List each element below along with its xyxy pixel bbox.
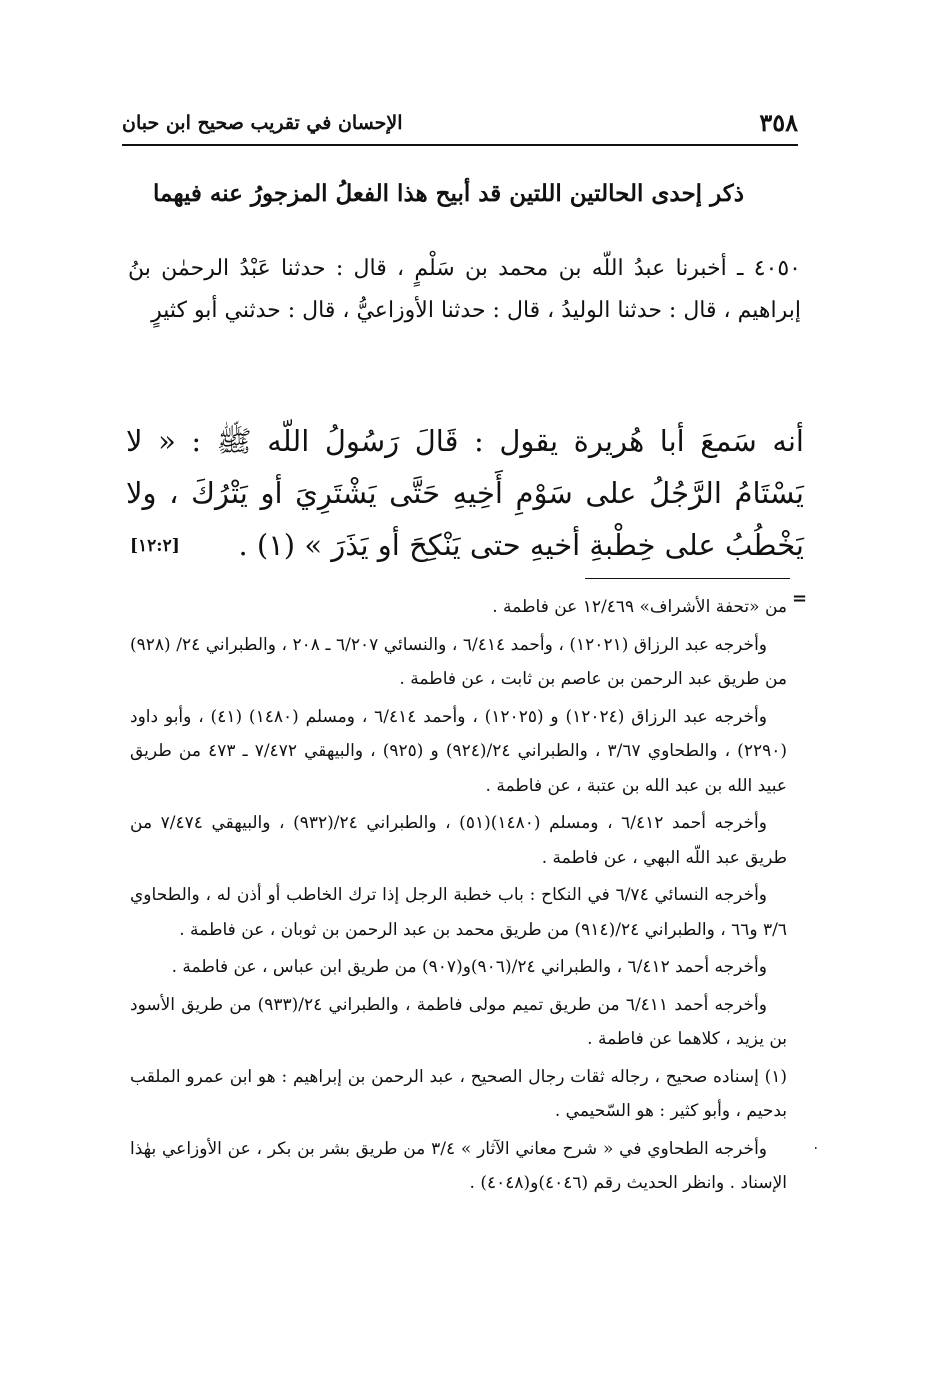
footnote-paragraph: وأخرجه عبد الرزاق (١٢٠٢١) ، وأحمد ٦/٤١٤ ، والنسائي ٦/٢٠٧ ـ ٢٠٨ ، والطبراني ٢٤/ (٩٢٨) من طريق عبد الرحمن بن عاصم بن ثابت ، عن فاطمة . bbox=[130, 634, 787, 689]
footnote-paragraph: وأخرجه أحمد ٦/٤١٢ ، ومسلم (١٤٨٠)(٥١) ، والطبراني ٢٤/(٩٣٢) ، والبيهقي ٧/٤٧٤ من طريق عبد اللّه البهي ، عن فاطمة . bbox=[130, 813, 787, 868]
footnote-paragraph: وأخرجه النسائي ٦/٧٤ في النكاح : باب خطبة الرجل إذا ترك الخاطب أو أذن له ، والطحاوي ٣/٦ و٦٦ ، والطبراني ٢٤/(٩١٤) من طريق محمد بن عبد الرحمن بن ثوبان ، عن فاطمة . bbox=[130, 885, 787, 940]
footnote-paragraph: وأخرجه عبد الرزاق (١٢٠٢٤) و (١٢٠٢٥) ، وأحمد ٦/٤١٤ ، ومسلم (١٤٨٠) (٤١) ، وأبو داود (٢٢٩٠) ، والطحاوي ٣/٦٧ ، والطبراني ٢٤/(٩٢٤) و (٩٢٥) ، والبيهقي ٧/٤٧٢ ـ ٤٧٣ من طريق عبيد الله بن عبد الله بن عتبة ، عن فاطمة . bbox=[130, 706, 787, 796]
hadith-matn-text: أنه سَمعَ أبا هُريرة يقول : قَالَ رَسُولُ اللّه ﷺ : « لا يَسْتَامُ الرَّجُلُ على سَوْمِ أَخِيهِ حَتَّى يَشْتَرِيَ أو يَتْرُكَ ، ولا يَخْطُبُ على خِطْبةِ أخيهِ حتى يَنْكِحَ أو يَذَرَ » (١) . bbox=[126, 424, 804, 562]
footnote-marker: ٠ bbox=[812, 1140, 820, 1156]
footnote-continuation-mark: = bbox=[792, 588, 808, 609]
chapter-title: ذكر إحدى الحالتين اللتين قد أبيح هذا الفعلُ المزجورُ عنه فيهما bbox=[153, 180, 744, 207]
page-number: ٣٥٨ bbox=[759, 108, 798, 137]
hadith-isnad: ٤٠٥٠ ـ أخبرنا عبدُ اللّه بن محمد بن سَلْمٍ ، قال : حدثنا عَبْدُ الرحمٰن بنُ إبراهيم ، قال : حدثنا الوليدُ ، قال : حدثنا الأوزاعيُّ ، قال : حدثني أبو كثيرٍ bbox=[128, 256, 801, 323]
footnote-paragraph: وأخرجه الطحاوي في « شرح معاني الآثار » ٣/٤ من طريق بشر بن بكر ، عن الأوزاعي بهٰذا الإسناد . وانظر الحديث رقم (٤٠٤٦)و(٤٠٤٨) . bbox=[130, 1138, 787, 1193]
footnote-paragraph: وأخرجه أحمد ٦/٤١١ من طريق تميم مولى فاطمة ، والطبراني ٢٤/(٩٣٣) من طريق الأسود بن يزيد ، كلاهما عن فاطمة . bbox=[130, 994, 787, 1049]
footnote-divider bbox=[585, 578, 790, 579]
footnote-paragraph: من «تحفة الأشراف» ١٢/٤٦٩ عن فاطمة . bbox=[492, 597, 787, 617]
hadith-reference: [١٢:٢] bbox=[130, 536, 180, 556]
footnote-paragraph: (١) إسناده صحيح ، رجاله ثقات رجال الصحيح ، عبد الرحمن بن إبراهيم : هو ابن عمرو الملقب بدحيم ، وأبو كثير : هو السّحيمي . bbox=[130, 1066, 787, 1121]
page-header bbox=[122, 108, 798, 146]
hadith-matn bbox=[126, 415, 804, 571]
footnotes bbox=[130, 590, 787, 1204]
running-title: الإحسان في تقريب صحيح ابن حبان bbox=[122, 112, 403, 134]
footnote-paragraph: وأخرجه أحمد ٦/٤١٢ ، والطبراني ٢٤/(٩٠٦)و(٩٠٧) من طريق ابن عباس ، عن فاطمة . bbox=[171, 957, 767, 977]
